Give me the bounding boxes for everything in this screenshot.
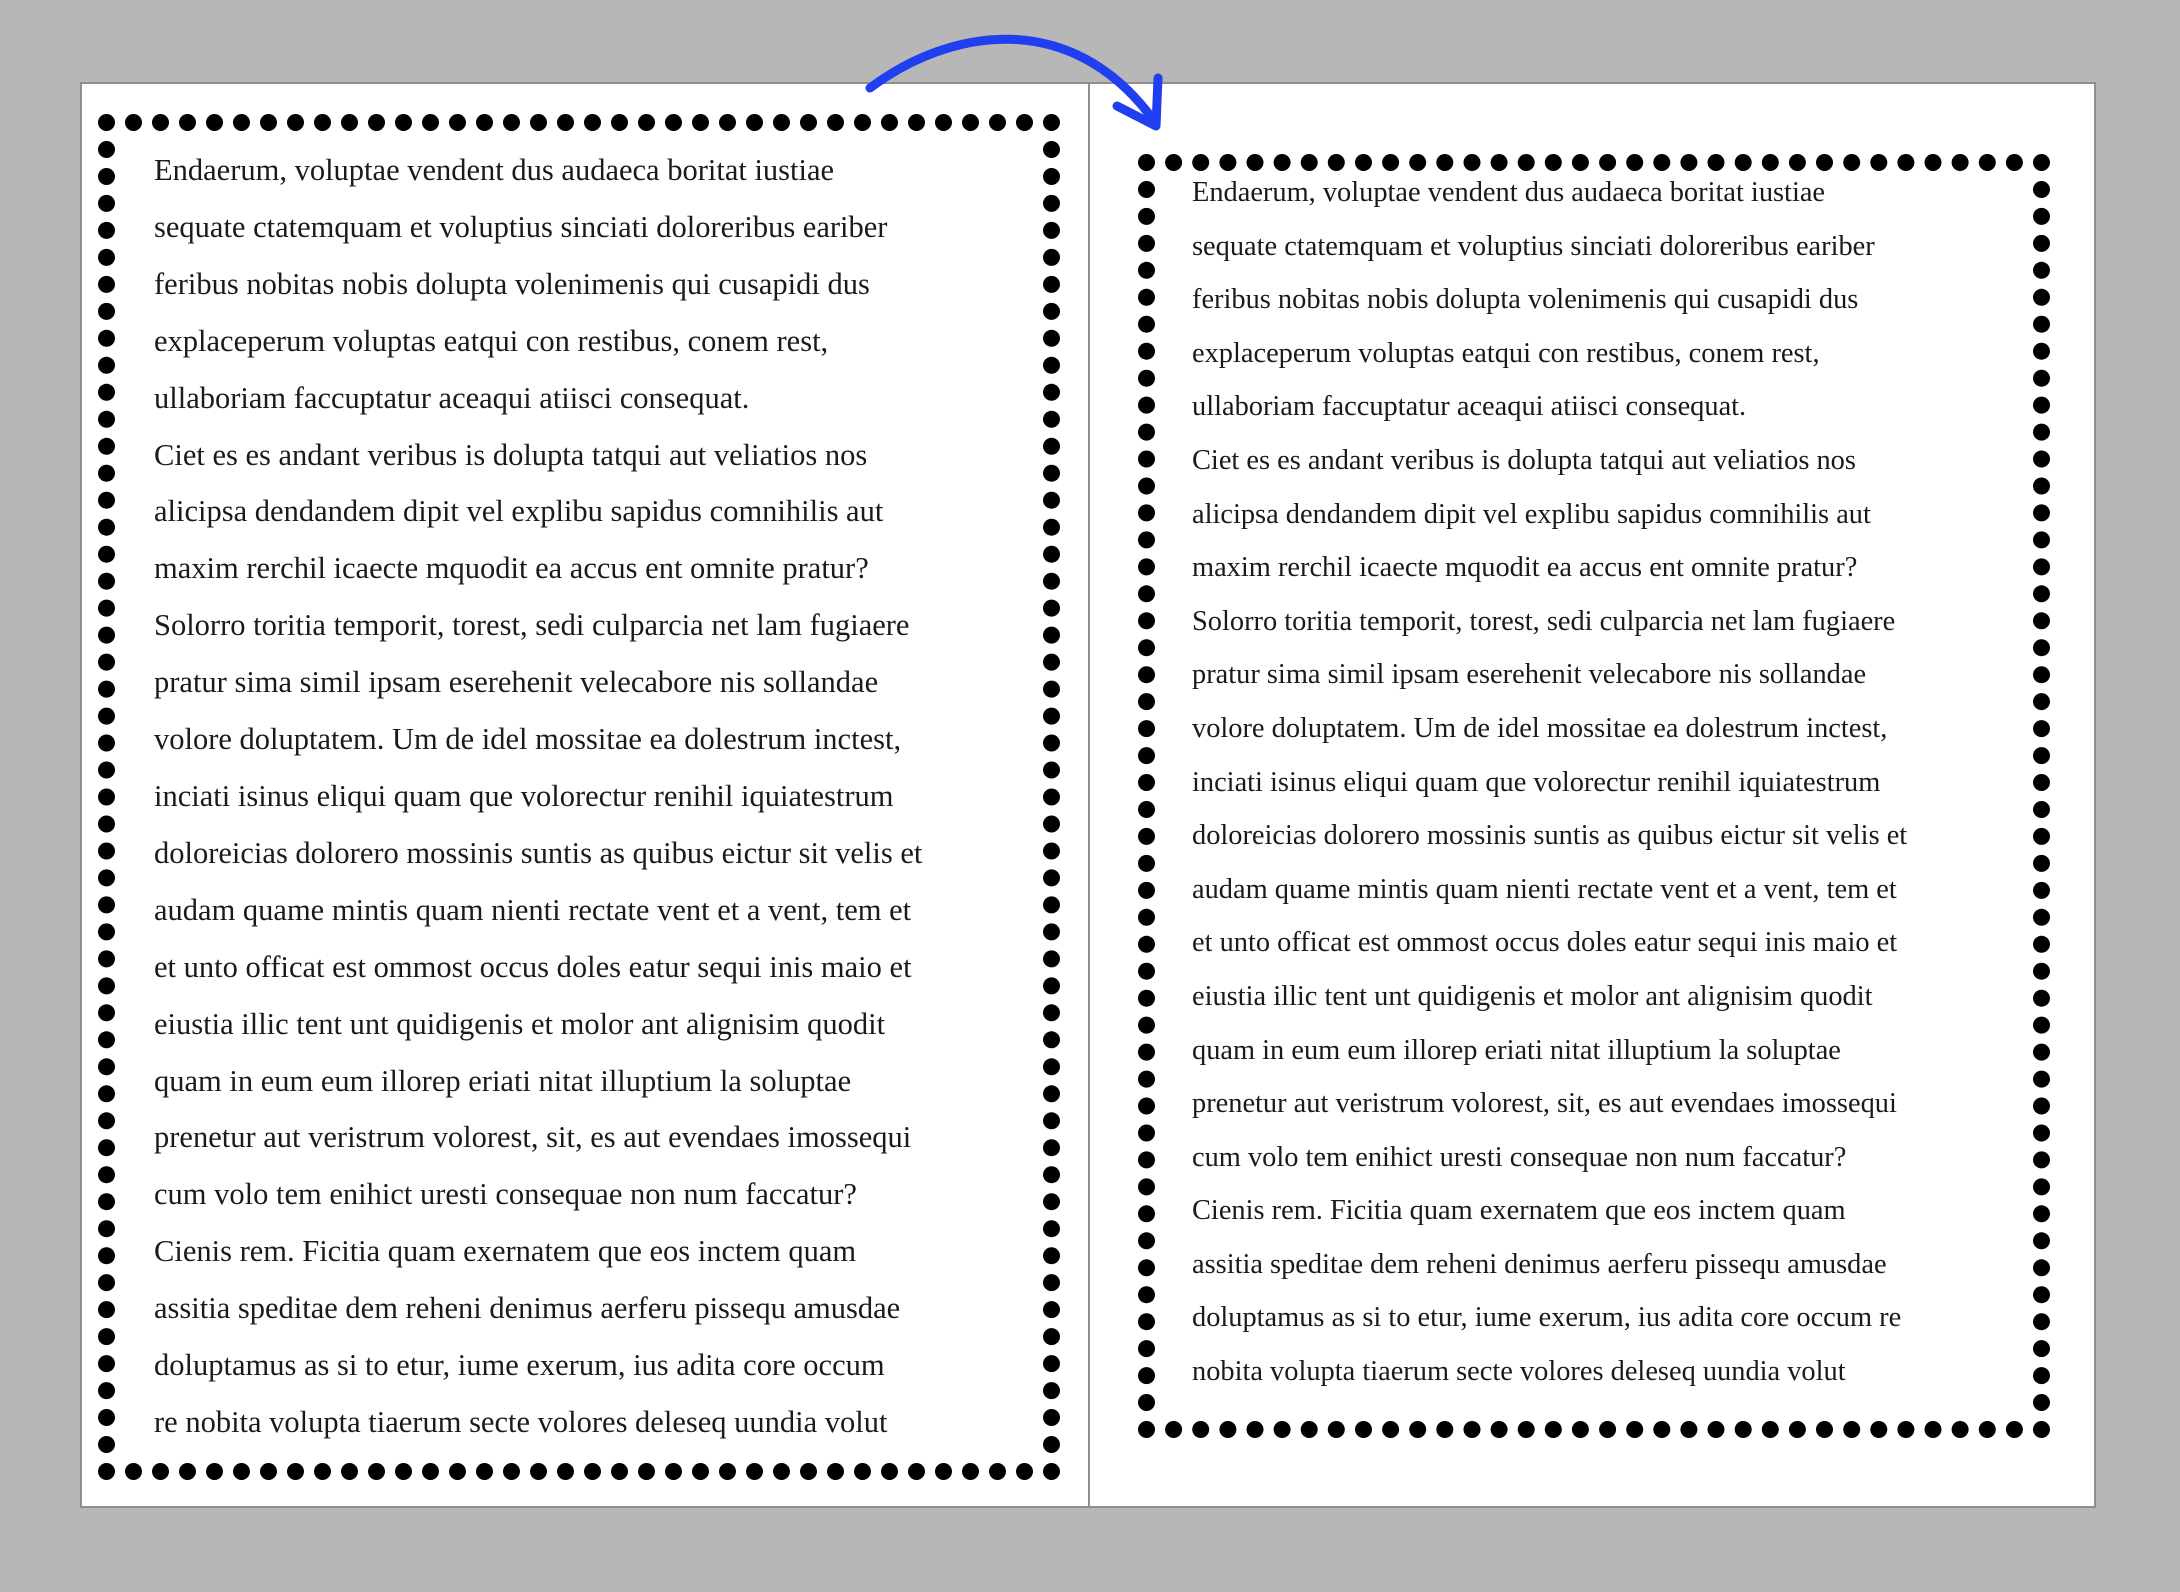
border-dot	[179, 1463, 196, 1480]
border-dot	[827, 114, 844, 131]
border-dot	[1138, 154, 1155, 171]
border-dot	[1680, 1421, 1697, 1438]
border-dot	[719, 114, 736, 131]
border-dot	[98, 519, 115, 536]
border-dot	[98, 600, 115, 617]
border-dot	[665, 1463, 682, 1480]
border-dot	[989, 1463, 1006, 1480]
border-dot	[206, 1463, 223, 1480]
border-dot	[1016, 1463, 1033, 1480]
border-dot	[2033, 1017, 2050, 1034]
border-dot	[2033, 1205, 2050, 1222]
border-dot	[98, 896, 115, 913]
border-dot	[233, 1463, 250, 1480]
border-dot	[1138, 531, 1155, 548]
border-dot	[773, 114, 790, 131]
border-dot	[1043, 492, 1060, 509]
border-dot	[2033, 154, 2050, 171]
border-dot	[179, 114, 196, 131]
border-dot	[1572, 1421, 1589, 1438]
border-dot	[800, 1463, 817, 1480]
border-dot	[1301, 1421, 1318, 1438]
border-dot	[1043, 330, 1060, 347]
border-dot	[1518, 1421, 1535, 1438]
border-dot	[98, 1004, 115, 1021]
border-dot	[1043, 276, 1060, 293]
border-dot	[2033, 504, 2050, 521]
border-dot	[800, 114, 817, 131]
border-dot	[584, 1463, 601, 1480]
border-dot	[287, 114, 304, 131]
border-dot	[98, 330, 115, 347]
border-dot	[746, 1463, 763, 1480]
border-dot	[2033, 451, 2050, 468]
border-dot	[1138, 343, 1155, 360]
border-dot	[2033, 882, 2050, 899]
border-dot	[2033, 990, 2050, 1007]
border-dot	[1043, 195, 1060, 212]
border-dot	[2033, 1044, 2050, 1061]
border-dot	[98, 1193, 115, 1210]
right-text-body[interactable]: Endaerum, voluptae vendent dus audaeca boritat iustiae sequate ctatemquam et voluptius sinciati doloreribus eariber feribus nobitas nobis dolupta volenimenis qui cusapidi dus explaceperum voluptas eatqui con restibus, conem rest, ullaboriam faccuptatur aceaqui atiisci consequat. Ciet es es andant veribus is dolupta tatqui aut veliatios nos alicipsa dendandem dipit vel explibu sapidus comnihilis aut maxim rerchil icaecte mquodit ea accus ent omnite pratur? Solorro toritia temporit, torest, sedi culparcia net lam fugiaere pratur sima simil ipsam eserehenit velecabore nis sollandae volore doluptatem. Um de idel mossitae ea dolestrum inctest, inciati isinus eliqui quam que volorectur renihil iquiatestrum doloreicias dolorero mossinis suntis as quibus eictur sit velis et audam quame mintis quam nienti rectate vent et a vent, tem et et unto officat est ommost occus doles eatur sequi inis maio et eiustia illic tent unt quidigenis et molor ant alignisim quodit quam in eum eum illorep eriati nitat illuptium la soluptae prenetur aut veristrum volorest, sit, es aut evendaes imossequi cum volo tem enihict uresti consequae non num faccatur? Cienis rem. Ficitia quam exernatem que eos inctem quam assitia speditae dem reheni denimus aerferu pissequ amusdae doluptamus as si to etur, iume exerum, ius adita core occum re nobita volupta tiaerum secte volores deleseq uundia volut	[1192, 177, 1908, 1388]
border-dot	[1043, 222, 1060, 239]
border-dot	[1043, 249, 1060, 266]
border-dot	[1138, 1125, 1155, 1142]
border-dot	[1043, 762, 1060, 779]
border-dot	[2033, 289, 2050, 306]
border-dot	[1952, 1421, 1969, 1438]
border-dot	[1138, 1151, 1155, 1168]
border-dot	[422, 114, 439, 131]
border-dot	[98, 195, 115, 212]
border-dot	[2033, 1178, 2050, 1195]
border-dot	[98, 1301, 115, 1318]
border-dot	[98, 1220, 115, 1237]
border-dot	[1138, 451, 1155, 468]
left-text-frame[interactable]	[96, 112, 1062, 1482]
border-dot	[1043, 789, 1060, 806]
border-dot	[1043, 1409, 1060, 1426]
border-dot	[1138, 1178, 1155, 1195]
border-dot	[1653, 1421, 1670, 1438]
border-dot	[1138, 747, 1155, 764]
border-dot	[1138, 828, 1155, 845]
border-dot	[98, 869, 115, 886]
border-dot	[1043, 708, 1060, 725]
border-dot	[2033, 181, 2050, 198]
border-dot	[1138, 1098, 1155, 1115]
border-dot	[1043, 1436, 1060, 1453]
border-dot	[1043, 1139, 1060, 1156]
border-dot	[1043, 923, 1060, 940]
border-dot	[287, 1463, 304, 1480]
border-dot	[1165, 1421, 1182, 1438]
border-dot	[2033, 774, 2050, 791]
border-dot	[1138, 909, 1155, 926]
border-dot	[1138, 558, 1155, 575]
border-dot	[773, 1463, 790, 1480]
border-dot	[341, 114, 358, 131]
border-dot	[557, 1463, 574, 1480]
border-dot	[2033, 720, 2050, 737]
border-dot	[1247, 1421, 1264, 1438]
border-dot	[1138, 504, 1155, 521]
border-dot	[2033, 208, 2050, 225]
border-dot	[1043, 1031, 1060, 1048]
border-dot	[638, 114, 655, 131]
border-dot	[1382, 1421, 1399, 1438]
border-dot	[125, 1463, 142, 1480]
border-dot	[2033, 531, 2050, 548]
border-dot	[1979, 1421, 1996, 1438]
border-dot	[1043, 600, 1060, 617]
border-dot	[1464, 1421, 1481, 1438]
border-dot	[2033, 1421, 2050, 1438]
border-dot	[98, 843, 115, 860]
border-dot	[1138, 1340, 1155, 1357]
border-dot	[1708, 1421, 1725, 1438]
border-dot	[314, 114, 331, 131]
border-dot	[260, 114, 277, 131]
border-dot	[1626, 1421, 1643, 1438]
border-dot	[1138, 1259, 1155, 1276]
border-dot	[1138, 963, 1155, 980]
border-dot	[719, 1463, 736, 1480]
border-dot	[2033, 397, 2050, 414]
border-dot	[260, 1463, 277, 1480]
border-dot	[1043, 573, 1060, 590]
border-dot	[1138, 801, 1155, 818]
border-dot	[1043, 1463, 1060, 1480]
border-dot	[2033, 316, 2050, 333]
border-dot	[2033, 424, 2050, 441]
border-dot	[1219, 1421, 1236, 1438]
border-dot	[98, 276, 115, 293]
border-dot	[2033, 478, 2050, 495]
border-dot	[503, 1463, 520, 1480]
border-dot	[2033, 235, 2050, 252]
border-dot	[1138, 990, 1155, 1007]
border-dot	[98, 1382, 115, 1399]
border-dot	[1925, 1421, 1942, 1438]
border-dot	[1138, 882, 1155, 899]
border-dot	[1870, 1421, 1887, 1438]
border-dot	[962, 1463, 979, 1480]
border-dot	[98, 303, 115, 320]
border-dot	[152, 114, 169, 131]
border-dot	[98, 762, 115, 779]
border-dot	[98, 114, 115, 131]
border-dot	[827, 1463, 844, 1480]
border-dot	[1043, 384, 1060, 401]
border-dot	[98, 222, 115, 239]
border-dot	[2033, 828, 2050, 845]
border-dot	[1138, 1205, 1155, 1222]
border-dot	[1138, 478, 1155, 495]
border-dot	[1138, 208, 1155, 225]
border-dot	[935, 1463, 952, 1480]
border-dot	[908, 1463, 925, 1480]
border-dot	[98, 977, 115, 994]
border-dot	[476, 1463, 493, 1480]
border-dot	[1043, 1166, 1060, 1183]
border-dot	[98, 1355, 115, 1372]
border-dot	[1138, 235, 1155, 252]
curved-arrow-right-icon	[860, 18, 1180, 148]
border-dot	[530, 114, 547, 131]
border-dot	[2033, 1098, 2050, 1115]
border-dot	[2033, 1125, 2050, 1142]
border-dot	[1192, 1421, 1209, 1438]
border-dot	[98, 1139, 115, 1156]
border-dot	[98, 627, 115, 644]
border-dot	[1545, 1421, 1562, 1438]
border-dot	[1138, 720, 1155, 737]
border-dot	[395, 1463, 412, 1480]
border-dot	[1043, 303, 1060, 320]
page-divider	[1088, 84, 1090, 1506]
border-dot	[1897, 1421, 1914, 1438]
border-dot	[233, 114, 250, 131]
border-dot	[1043, 816, 1060, 833]
border-dot	[98, 1247, 115, 1264]
border-dot	[98, 573, 115, 590]
border-dot	[1043, 1085, 1060, 1102]
border-dot	[2033, 558, 2050, 575]
border-dot	[1043, 1382, 1060, 1399]
border-dot	[98, 384, 115, 401]
border-dot	[368, 114, 385, 131]
border-dot	[2033, 855, 2050, 872]
border-dot	[1043, 546, 1060, 563]
border-dot	[1043, 950, 1060, 967]
border-dot	[1043, 1193, 1060, 1210]
border-dot	[98, 816, 115, 833]
border-dot	[1138, 774, 1155, 791]
border-dot	[98, 789, 115, 806]
border-dot	[1355, 1421, 1372, 1438]
border-dot	[1138, 612, 1155, 629]
border-dot	[1816, 1421, 1833, 1438]
border-dot	[2033, 1232, 2050, 1249]
border-dot	[98, 950, 115, 967]
border-dot	[1138, 1394, 1155, 1411]
left-text-body[interactable]: Endaerum, voluptae vendent dus audaeca boritat iustiae sequate ctatemquam et voluptius sinciati doloreribus eariber feribus nobitas nobis dolupta volenimenis qui cusapidi dus explaceperum voluptas eatqui con restibus, conem rest, ullaboriam faccuptatur aceaqui atiisci consequat. Ciet es es andant veribus is dolupta tatqui aut veliatios nos alicipsa dendandem dipit vel explibu sapidus comnihilis aut maxim rerchil icaecte mquodit ea accus ent omnite pratur? Solorro toritia temporit, torest, sedi culparcia net lam fugiaere pratur sima simil ipsam eserehenit velecabore nis sollandae volore doluptatem. Um de idel mossitae ea dolestrum inctest, inciati isinus eliqui quam que volorectur renihil iquiatestrum doloreicias dolorero mossinis suntis as quibus eictur sit velis et audam quame mintis quam nienti rectate vent et a vent, tem et et unto officat est ommost occus doles eatur sequi inis maio et eiustia illic tent unt quidigenis et molor ant alignisim quodit quam in eum eum illorep eriati nitat illuptium la soluptae prenetur aut veristrum volorest, sit, es aut evendaes imossequi cum volo tem enihict uresti consequae non num faccatur? Cienis rem. Ficitia quam exernatem que eos inctem quam assitia speditae dem reheni denimus aerferu pissequ amusdae doluptamus as si to etur, iume exerum, ius adita core occum re nobita volupta tiaerum secte volores deleseq uundia volut	[154, 153, 923, 1439]
border-dot	[1043, 438, 1060, 455]
border-dot	[1274, 1421, 1291, 1438]
border-dot	[449, 1463, 466, 1480]
border-dot	[476, 114, 493, 131]
border-dot	[1043, 357, 1060, 374]
border-dot	[1138, 666, 1155, 683]
border-dot	[98, 141, 115, 158]
border-dot	[1138, 1421, 1155, 1438]
border-dot	[2033, 1151, 2050, 1168]
border-dot	[1138, 1017, 1155, 1034]
border-dot	[98, 465, 115, 482]
border-dot	[449, 114, 466, 131]
border-dot	[98, 249, 115, 266]
border-dot	[2033, 1071, 2050, 1088]
border-dot	[98, 1409, 115, 1426]
border-dot	[314, 1463, 331, 1480]
border-dot	[98, 735, 115, 752]
border-dot	[1762, 1421, 1779, 1438]
border-dot	[1409, 1421, 1426, 1438]
border-dot	[125, 114, 142, 131]
border-dot	[98, 168, 115, 185]
border-dot	[1043, 843, 1060, 860]
border-dot	[98, 1031, 115, 1048]
border-dot	[1138, 424, 1155, 441]
border-dot	[1138, 639, 1155, 656]
border-dot	[98, 654, 115, 671]
border-dot	[98, 1328, 115, 1345]
border-dot	[1138, 855, 1155, 872]
border-dot	[98, 1274, 115, 1291]
border-dot	[152, 1463, 169, 1480]
border-dot	[1043, 1112, 1060, 1129]
border-dot	[1043, 1004, 1060, 1021]
border-dot	[1138, 181, 1155, 198]
border-dot	[98, 1436, 115, 1453]
border-dot	[1138, 316, 1155, 333]
border-dot	[1043, 654, 1060, 671]
border-dot	[584, 114, 601, 131]
border-dot	[98, 923, 115, 940]
border-dot	[98, 708, 115, 725]
border-dot	[1138, 289, 1155, 306]
border-dot	[1138, 585, 1155, 602]
border-dot	[611, 114, 628, 131]
border-dot	[1436, 1421, 1453, 1438]
border-dot	[2033, 370, 2050, 387]
border-dot	[1138, 1044, 1155, 1061]
border-dot	[98, 1166, 115, 1183]
border-dot	[2033, 343, 2050, 360]
document-spread	[80, 82, 2096, 1508]
border-dot	[1043, 1058, 1060, 1075]
border-dot	[2033, 612, 2050, 629]
border-dot	[1043, 411, 1060, 428]
border-dot	[665, 114, 682, 131]
border-dot	[98, 1058, 115, 1075]
border-dot	[98, 546, 115, 563]
border-dot	[2033, 1394, 2050, 1411]
border-dot	[1138, 262, 1155, 279]
border-dot	[2006, 1421, 2023, 1438]
border-dot	[98, 411, 115, 428]
border-dot	[1043, 1220, 1060, 1237]
border-dot	[1843, 1421, 1860, 1438]
border-dot	[2033, 1367, 2050, 1384]
border-dot	[854, 1463, 871, 1480]
border-dot	[1043, 465, 1060, 482]
border-dot	[98, 357, 115, 374]
border-dot	[1599, 1421, 1616, 1438]
border-dot	[1138, 936, 1155, 953]
border-dot	[1043, 1301, 1060, 1318]
border-dot	[1043, 681, 1060, 698]
border-dot	[1043, 896, 1060, 913]
border-dot	[422, 1463, 439, 1480]
border-dot	[1043, 627, 1060, 644]
border-dot	[1043, 1355, 1060, 1372]
border-dot	[2033, 639, 2050, 656]
border-dot	[1043, 1328, 1060, 1345]
border-dot	[2033, 693, 2050, 710]
border-dot	[2033, 1340, 2050, 1357]
border-dot	[557, 114, 574, 131]
border-dot	[1138, 1286, 1155, 1303]
border-dot	[2033, 801, 2050, 818]
border-dot	[1138, 370, 1155, 387]
border-dot	[2033, 585, 2050, 602]
border-dot	[692, 114, 709, 131]
border-dot	[206, 114, 223, 131]
border-dot	[1138, 1367, 1155, 1384]
border-dot	[1043, 735, 1060, 752]
border-dot	[746, 114, 763, 131]
border-dot	[395, 114, 412, 131]
border-dot	[2033, 666, 2050, 683]
border-dot	[1138, 397, 1155, 414]
border-dot	[98, 1463, 115, 1480]
border-dot	[1735, 1421, 1752, 1438]
border-dot	[341, 1463, 358, 1480]
border-dot	[2033, 1313, 2050, 1330]
border-dot	[1138, 1232, 1155, 1249]
border-dot	[503, 114, 520, 131]
border-dot	[2033, 1259, 2050, 1276]
border-dot	[530, 1463, 547, 1480]
border-dot	[1043, 977, 1060, 994]
border-dot	[1043, 168, 1060, 185]
border-dot	[368, 1463, 385, 1480]
border-dot	[98, 492, 115, 509]
border-dot	[98, 438, 115, 455]
right-text-frame[interactable]	[1136, 152, 2052, 1440]
border-dot	[692, 1463, 709, 1480]
border-dot	[2033, 262, 2050, 279]
border-dot	[1043, 869, 1060, 886]
border-dot	[1138, 1071, 1155, 1088]
border-dot	[638, 1463, 655, 1480]
border-dot	[1043, 1274, 1060, 1291]
border-dot	[2033, 936, 2050, 953]
border-dot	[2033, 963, 2050, 980]
border-dot	[2033, 1286, 2050, 1303]
border-dot	[1138, 1313, 1155, 1330]
border-dot	[2033, 747, 2050, 764]
border-dot	[98, 1085, 115, 1102]
border-dot	[881, 1463, 898, 1480]
border-dot	[2033, 909, 2050, 926]
border-dot	[98, 1112, 115, 1129]
border-dot	[1328, 1421, 1345, 1438]
border-dot	[1491, 1421, 1508, 1438]
border-dot	[98, 681, 115, 698]
border-dot	[1789, 1421, 1806, 1438]
border-dot	[1165, 154, 1182, 171]
border-dot	[1043, 519, 1060, 536]
border-dot	[611, 1463, 628, 1480]
border-dot	[1138, 693, 1155, 710]
border-dot	[1043, 1247, 1060, 1264]
